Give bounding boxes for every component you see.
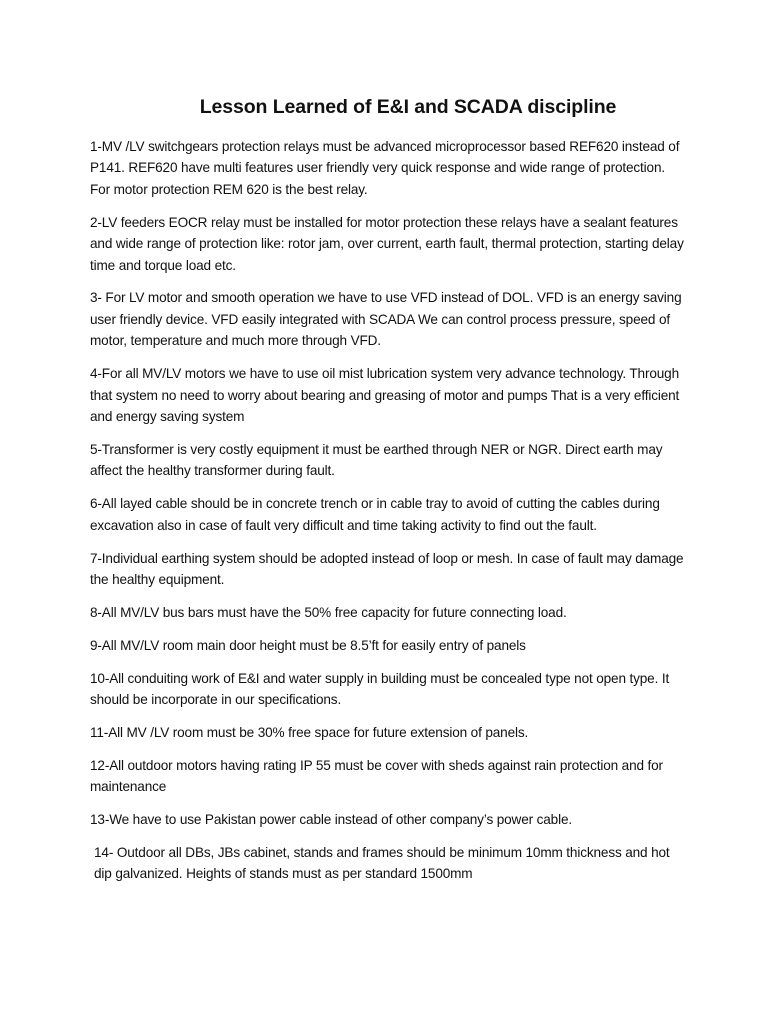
paragraph-6: 6-All layed cable should be in concrete trench or in cable tray to avoid of cutting the cables during excavation also in case of fault very difficult and time taking activity to find out the fault. (90, 496, 660, 533)
paragraph-14: 14- Outdoor all DBs, JBs cabinet, stands and frames should be minimum 10mm thickness and hot dip galvanized. Heights of stands must as per standard 1500mm (94, 845, 670, 882)
document-body (90, 136, 684, 896)
paragraph-1: 1-MV /LV switchgears protection relays must be advanced microprocessor based REF620 instead of P141. REF620 have multi features user friendly very quick response and wide range of protection. For motor protection REM 620 is the best relay. (90, 139, 680, 197)
paragraph-8: 8-All MV/LV bus bars must have the 50% free capacity for future connecting load. (90, 604, 567, 620)
paragraph-7: 7-Individual earthing system should be adopted instead of loop or mesh. In case of fault may damage the healthy equipment. (90, 550, 684, 587)
paragraph-12: 12-All outdoor motors having rating IP 55 must be cover with sheds against rain protection and for maintenance (90, 757, 663, 795)
paragraph-10: 10-All conduiting work of E&I and water supply in building must be concealed type not open type. It should be incorporate in our specifications. (90, 670, 670, 708)
paragraph-13: 13-We have to use Pakistan power cable instead of other company’s power cable. (90, 812, 572, 828)
paragraph-2: 2-LV feeders EOCR relay must be installed for motor protection these relays have a sealant features and wide range of protection like: rotor jam, over current, earth fault, thermal protection, starting delay time and torque load etc. (90, 214, 684, 273)
document-title: Lesson Learned of E&I and SCADA discipline (199, 96, 617, 118)
paragraph-11: 11-All MV /LV room must be 30% free space for future extension of panels. (90, 724, 529, 740)
paragraph-5: 5-Transformer is very costly equipment it must be earthed through NER or NGR. Direct earth may affect the healthy transformer during fault. (90, 441, 663, 479)
paragraph-9: 9-All MV/LV room main door height must be 8.5’ft for easily entry of panels (90, 637, 526, 653)
paragraph-4: 4-For all MV/LV motors we have to use oil mist lubrication system very advance technology. Through that system no need to worry about bearing and greasing of motor and pumps That is a very efficient and energy saving system (90, 366, 680, 424)
paragraph-3: 3- For LV motor and smooth operation we have to use VFD instead of DOL. VFD is an energy saving user friendly device. VFD easily integrated with SCADA We can control process pressure, speed of motor, temperature and much more through VFD. (90, 290, 682, 349)
